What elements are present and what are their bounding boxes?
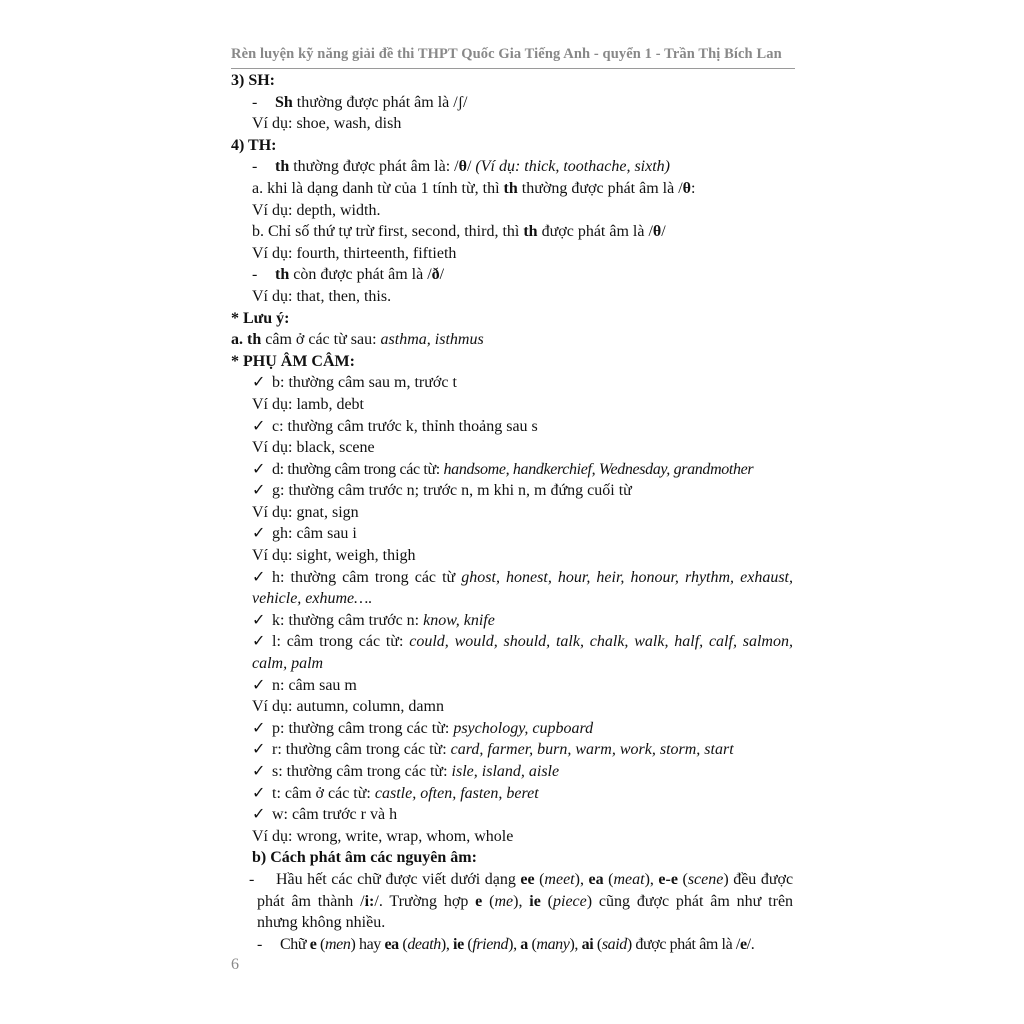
example-line: Ví dụ: lamb, debt (252, 395, 364, 413)
note-line: a. th câm ở các từ sau: asthma, isthmus (231, 331, 484, 349)
check-icon: ✓ (252, 525, 266, 543)
check-icon: ✓ (252, 806, 266, 824)
silent-item-b: ✓ b: thường câm sau m, trước t (231, 372, 793, 394)
example-line: Ví dụ: shoe, wash, dish (252, 115, 402, 133)
example-line: Ví dụ: black, scene (252, 439, 375, 457)
silent-item-r: ✓ r: thường câm trong các từ: card, farmer, burn, warm, work, storm, start (231, 739, 793, 761)
example-line: Ví dụ: gnat, sign (252, 503, 359, 521)
example-line: Ví dụ: depth, width. (252, 201, 381, 219)
vowel-paragraph-1: - Hầu hết các chữ được viết dưới dạng ee (meet), ea (meat), e-e (scene) đều được phát âm thành /i:/. Trường hợp e (me), ie (piece) cũng được phát âm như trên nhưng không nhiều. (249, 870, 794, 932)
example-line: Ví dụ: autumn, column, damn (252, 698, 444, 716)
silent-item-gh: ✓ gh: câm sau i (231, 523, 793, 545)
check-icon: ✓ (252, 611, 266, 629)
silent-item-s: ✓ s: thường câm trong các từ: isle, island, aisle (231, 761, 793, 783)
silent-item-n: ✓ n: câm sau m (231, 675, 793, 697)
silent-item-d: ✓ d: thường câm trong các từ: handsome, handkerchief, Wednesday, grandmother (231, 459, 793, 481)
rule-line: a. khi là dạng danh từ của 1 tính từ, thì th thường được phát âm là /θ: (252, 179, 696, 197)
silent-item-c: ✓ c: thường câm trước k, thỉnh thoảng sau s (231, 416, 793, 438)
rule-line: b. Chỉ số thứ tự trừ first, second, third, thì th được phát âm là /θ/ (252, 223, 666, 241)
page-body (231, 70, 793, 955)
silent-item-p: ✓ p: thường câm trong các từ: psychology, cupboard (231, 718, 793, 740)
silent-item-l: ✓ l: câm trong các từ: could, would, should, talk, chalk, walk, half, calf, salmon, calm, palm (252, 633, 793, 673)
check-icon: ✓ (252, 633, 266, 651)
section-heading-th: 4) TH: (231, 136, 277, 154)
section-heading-sh: 3) SH: (231, 72, 275, 89)
rule-line: - th thường được phát âm là: /θ/ (Ví dụ: thick, toothache, sixth) (252, 158, 670, 176)
silent-item-g: ✓ g: thường câm trước n; trước n, m khi n, m đứng cuối từ (231, 480, 793, 502)
check-icon: ✓ (252, 482, 266, 500)
check-icon: ✓ (252, 417, 266, 435)
example-line: Ví dụ: sight, weigh, thigh (252, 547, 416, 565)
check-icon: ✓ (252, 784, 266, 802)
check-icon: ✓ (252, 374, 266, 392)
check-icon: ✓ (252, 568, 266, 586)
check-icon: ✓ (252, 676, 266, 694)
silent-item-w: ✓ w: câm trước r và h (231, 804, 793, 826)
vowel-paragraph-2: - Chữ e (men) hay ea (death), ie (friend), a (many), ai (said) được phát âm là /e/. (257, 935, 755, 953)
rule-line: - th còn được phát âm là /ð/ (252, 266, 445, 284)
page-number: 6 (231, 956, 239, 973)
silent-item-t: ✓ t: câm ở các từ: castle, often, fasten, beret (231, 783, 793, 805)
check-icon: ✓ (252, 741, 266, 759)
header-rule (231, 68, 795, 69)
check-icon: ✓ (252, 460, 266, 478)
check-icon: ✓ (252, 719, 266, 737)
vowels-heading: b) Cách phát âm các nguyên âm: (252, 849, 477, 867)
example-line: Ví dụ: fourth, thirteenth, fiftieth (252, 244, 457, 262)
silent-item-k: ✓ k: thường câm trước n: know, knife (231, 610, 793, 632)
example-line: Ví dụ: that, then, this. (252, 287, 392, 305)
check-icon: ✓ (252, 763, 266, 780)
example-line: Ví dụ: wrong, write, wrap, whom, whole (252, 827, 514, 845)
note-heading: * Lưu ý: (231, 309, 290, 327)
running-header: Rèn luyện kỹ năng giải đề thi THPT Quốc Gia Tiếng Anh - quyển 1 - Trần Thị Bích Lan (231, 46, 782, 62)
rule-line: - Sh thường được phát âm là /ʃ/ (252, 93, 468, 111)
silent-item-h: ✓ h: thường câm trong các từ ghost, honest, hour, heir, honour, rhythm, exhaust, vehicle, exhume…. (252, 568, 793, 608)
silent-consonants-heading: * PHỤ ÂM CÂM: (231, 352, 355, 370)
